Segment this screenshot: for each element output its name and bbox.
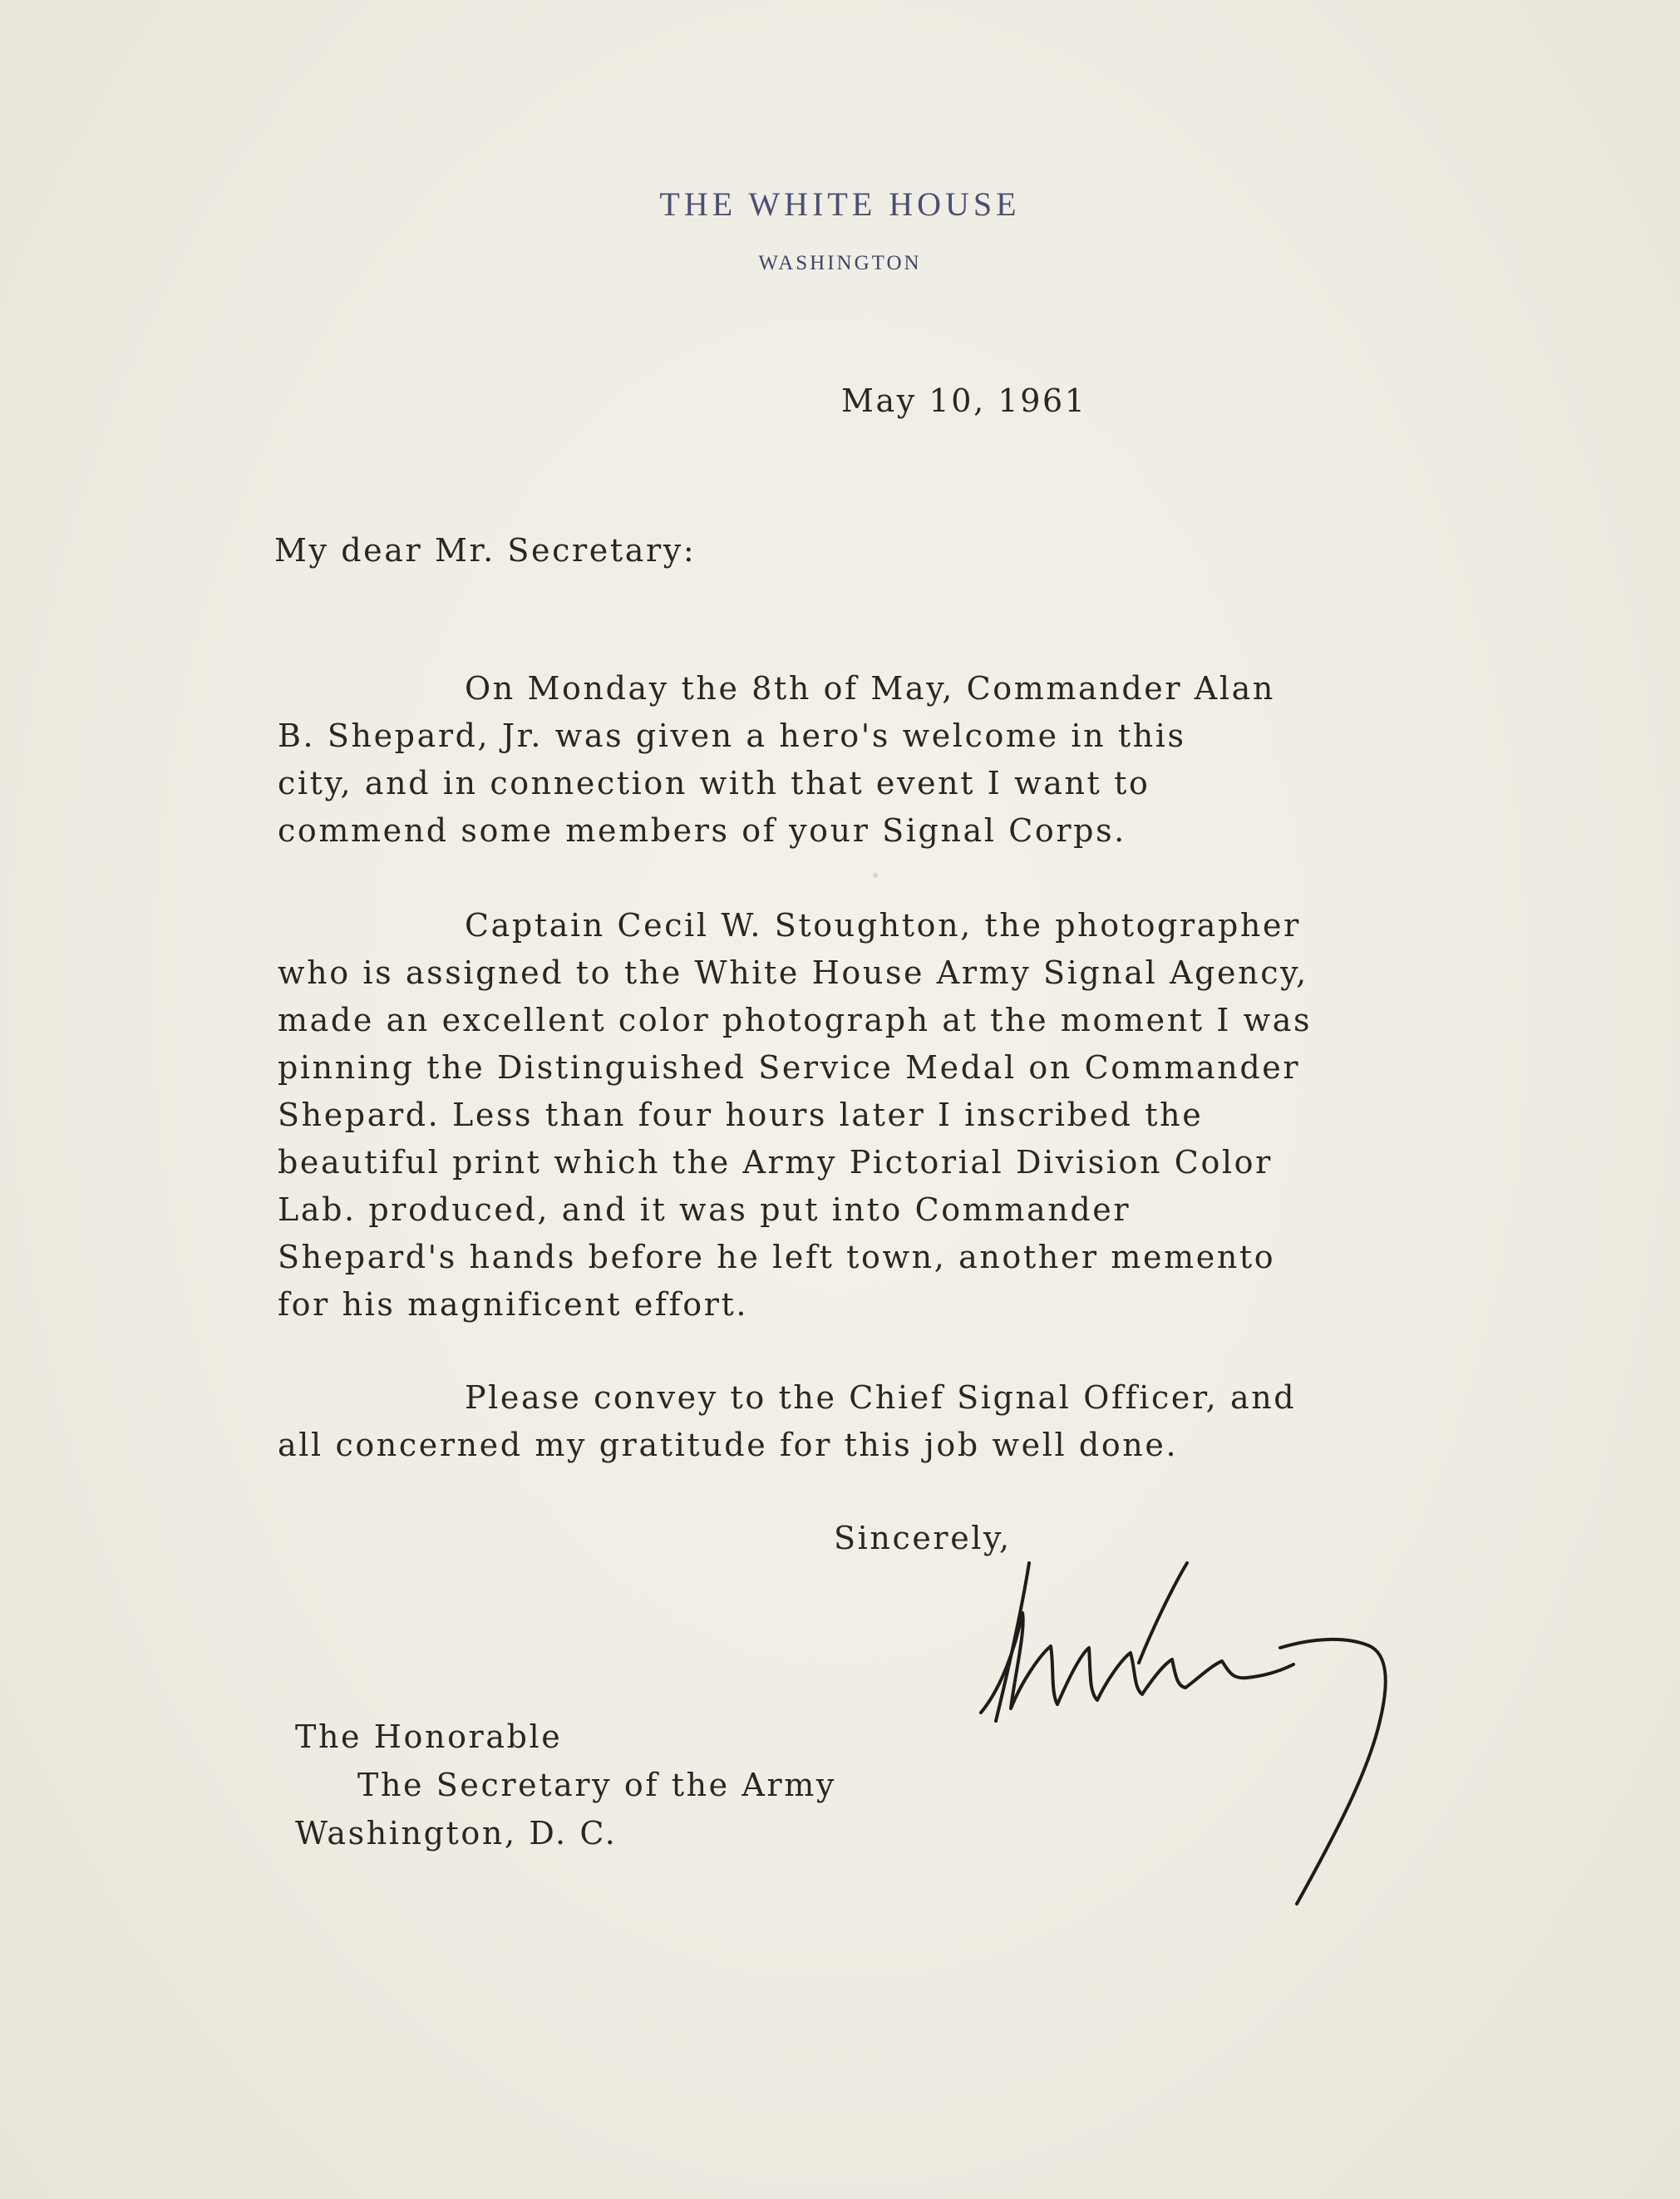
paragraph-line: made an excellent color photograph at the moment I was [278,1002,1313,1038]
paragraph-line: Shepard's hands before he left town, another memento [278,1239,1276,1275]
letter-date: May 10, 1961 [841,382,1087,419]
closing: Sincerely, [834,1520,1012,1556]
paragraph-line: commend some members of your Signal Corps. [278,812,1126,849]
paragraph-line: Lab. produced, and it was put into Commander [278,1191,1131,1228]
paragraph-line: B. Shepard, Jr. was given a hero's welcome in this [278,717,1186,754]
letterhead-title-text: THE WHITE HOUSE [659,185,1021,223]
paragraph-3 [278,1374,1475,1469]
paragraph-1 [278,665,1475,855]
address-line: The Honorable [295,1718,563,1755]
letterhead-title [0,185,1680,224]
paragraph-line: all concerned my gratitude for this job well done. [278,1427,1179,1463]
recipient-address [295,1713,836,1857]
signature-stroke [1280,1639,1386,1904]
letterhead-location: WASHINGTON [758,252,922,274]
paragraph-line: who is assigned to the White House Army Signal Agency, [278,954,1308,991]
paper-blemish [873,873,878,878]
paragraph-line: city, and in connection with that event I want to [278,765,1150,801]
paragraph-line: beautiful print which the Army Pictorial Division Color [278,1144,1273,1181]
address-line: Washington, D. C. [295,1815,618,1851]
paragraph-line: pinning the Distinguished Service Medal on Commander [278,1049,1301,1086]
paragraph-line: Please convey to the Chief Signal Officer, and [465,1379,1297,1416]
paragraph-line: for his magnificent effort. [278,1286,749,1323]
paragraph-line: On Monday the 8th of May, Commander Alan [465,670,1275,707]
paragraph-line: Shepard. Less than four hours later I inscribed the [278,1097,1204,1133]
salutation: My dear Mr. Secretary: [274,532,697,569]
paragraph-2 [278,902,1475,1329]
address-line: The Secretary of the Army [357,1767,836,1803]
signature-icon [964,1555,1430,1912]
signature-stroke [1139,1563,1187,1663]
paragraph-line: Captain Cecil W. Stoughton, the photographer [465,907,1301,944]
